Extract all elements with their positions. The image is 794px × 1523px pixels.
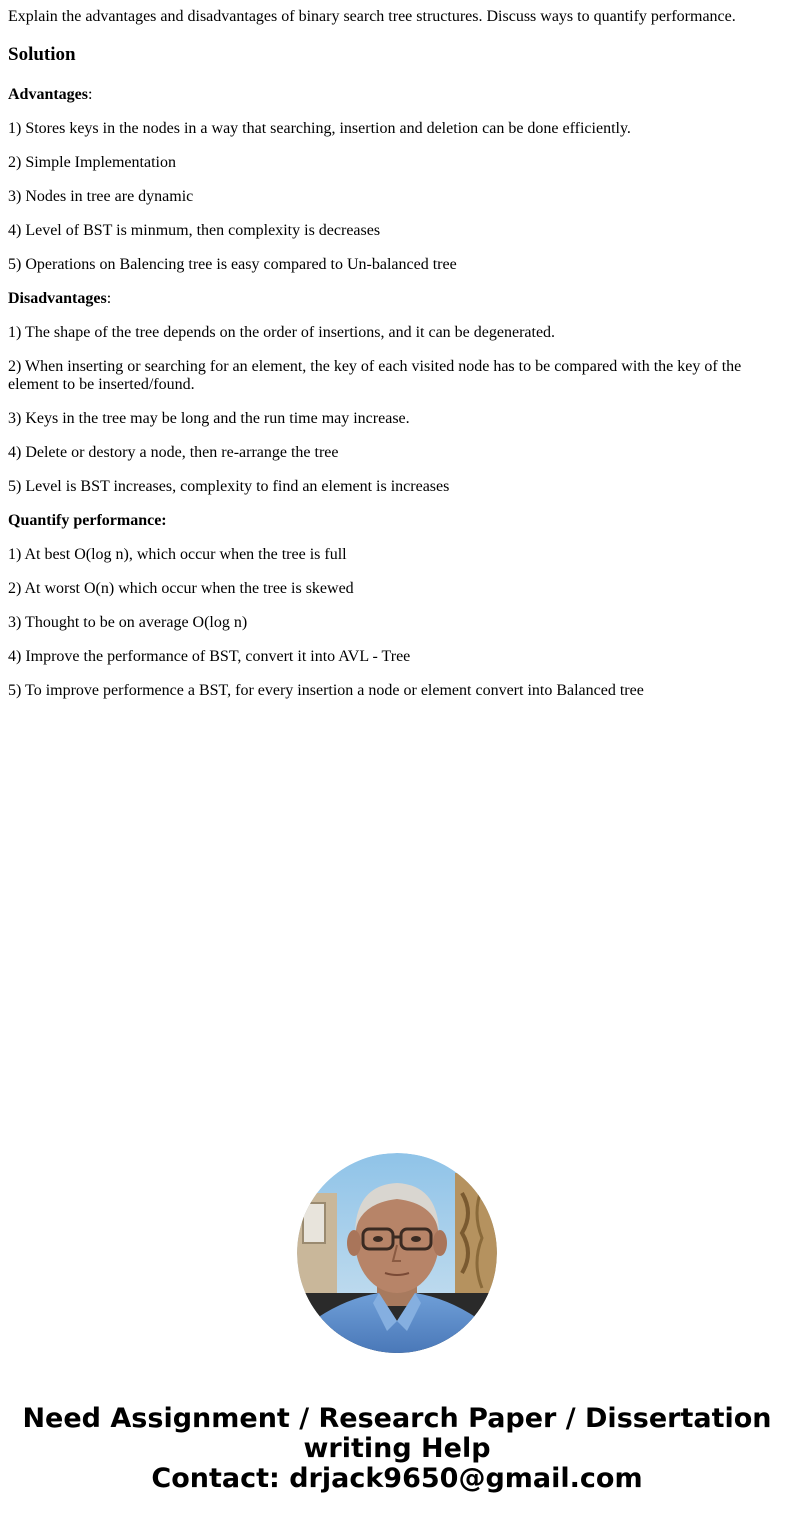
footer-contact-line: Contact: drjack9650@gmail.com xyxy=(151,1463,643,1494)
advantage-item: 5) Operations on Balencing tree is easy compared to Un-balanced tree xyxy=(8,256,457,273)
footer-line-2: writing Help xyxy=(303,1433,491,1464)
footer-line-1: Need Assignment / Research Paper / Dissertation xyxy=(22,1403,772,1434)
avatar-portrait-image xyxy=(297,1153,497,1353)
disadvantages-heading: Disadvantages xyxy=(8,290,107,307)
performance-item: 5) To improve performence a BST, for every insertion a node or element convert into Balanced tree xyxy=(8,682,644,699)
advantage-item: 2) Simple Implementation xyxy=(8,154,176,171)
disadvantage-item: 5) Level is BST increases, complexity to find an element is increases xyxy=(8,478,450,495)
performance-item: 2) At worst O(n) which occur when the tree is skewed xyxy=(8,580,354,597)
footer-contact-banner xyxy=(0,1404,794,1494)
performance-item: 4) Improve the performance of BST, convert it into AVL - Tree xyxy=(8,648,411,665)
question-text: Explain the advantages and disadvantages of binary search tree structures. Discuss ways to quantify performance. xyxy=(8,8,736,25)
disadvantages-heading-line xyxy=(8,290,786,308)
advantages-heading: Advantages xyxy=(8,86,89,103)
solution-heading: Solution xyxy=(8,44,76,65)
advantage-item: 4) Level of BST is minmum, then complexity is decreases xyxy=(8,222,381,239)
advantage-item: 3) Nodes in tree are dynamic xyxy=(8,188,194,205)
performance-item: 3) Thought to be on average O(log n) xyxy=(8,614,248,631)
avatar xyxy=(297,1153,497,1353)
performance-heading: Quantify performance: xyxy=(8,512,167,529)
disadvantage-item: 4) Delete or destory a node, then re-arrange the tree xyxy=(8,444,339,461)
document-body xyxy=(8,8,786,716)
disadvantages-colon: : xyxy=(106,290,112,307)
performance-item: 1) At best O(log n), which occur when the tree is full xyxy=(8,546,347,563)
advantage-item: 1) Stores keys in the nodes in a way that searching, insertion and deletion can be done efficiently. xyxy=(8,120,631,137)
advantages-heading-line xyxy=(8,86,786,104)
disadvantage-item: 2) When inserting or searching for an element, the key of each visited node has to be compared with the key of the element to be inserted/found. xyxy=(8,358,742,393)
disadvantage-item: 1) The shape of the tree depends on the order of insertions, and it can be degenerated. xyxy=(8,324,556,341)
disadvantage-item: 3) Keys in the tree may be long and the run time may increase. xyxy=(8,410,410,427)
advantages-colon: : xyxy=(88,86,93,103)
